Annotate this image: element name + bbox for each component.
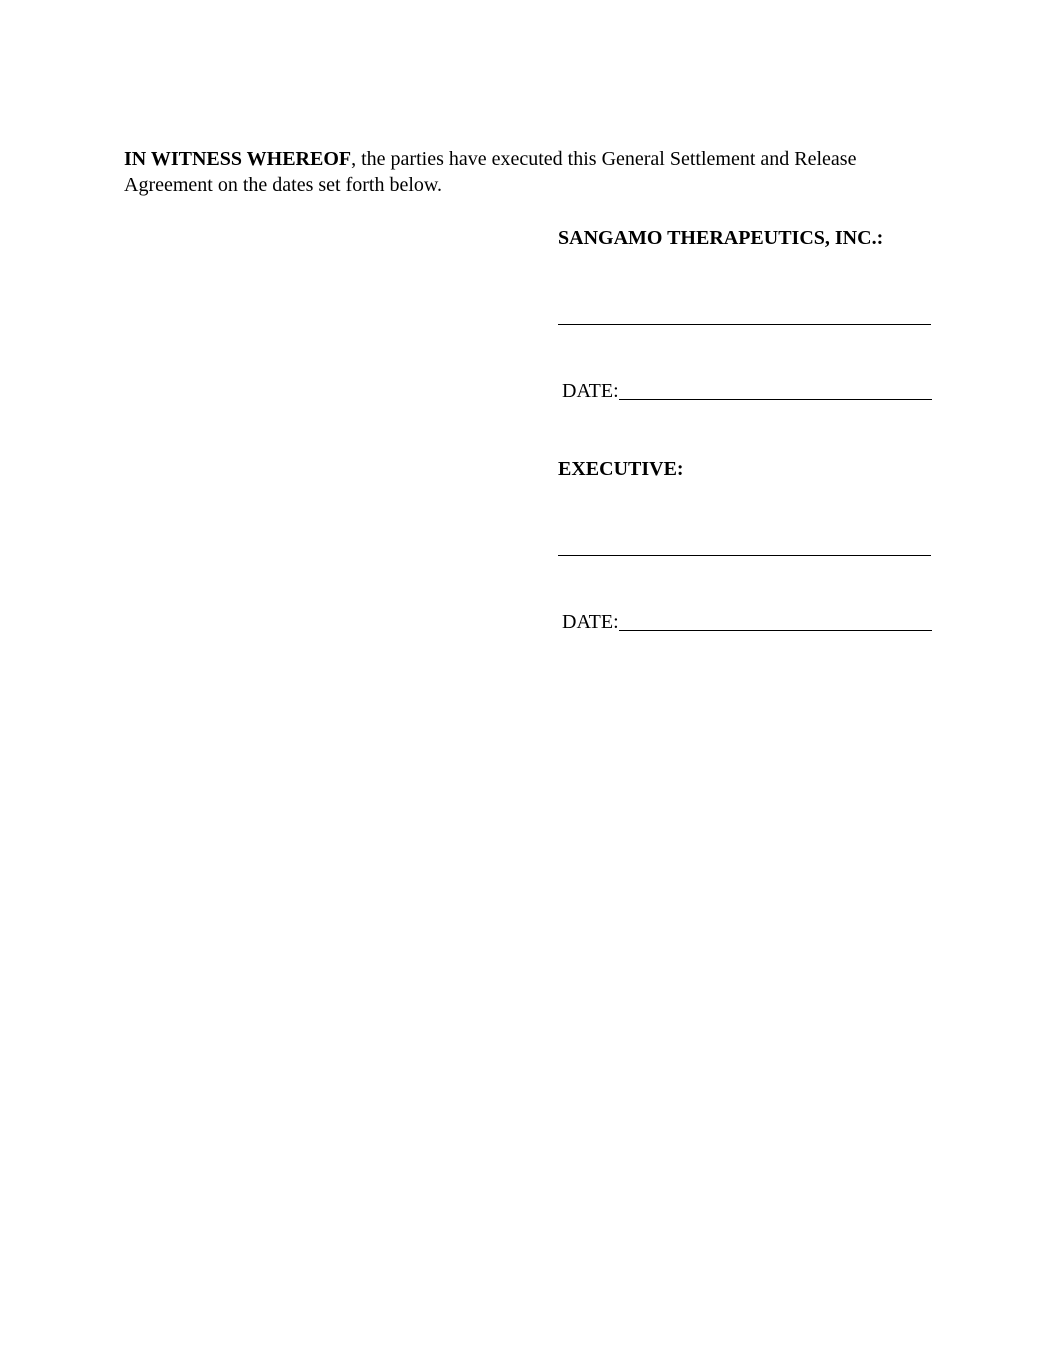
company-date-label: DATE:	[562, 380, 619, 402]
executive-signatory-heading: EXECUTIVE:	[558, 458, 684, 480]
executive-date-line[interactable]	[619, 630, 932, 631]
company-date-line[interactable]	[619, 399, 932, 400]
executive-date-row	[562, 609, 932, 635]
company-signature-line[interactable]	[558, 324, 931, 325]
executive-date-label: DATE:	[562, 611, 619, 633]
company-signatory-heading: SANGAMO THERAPEUTICS, INC.:	[558, 227, 884, 249]
executive-signature-line[interactable]	[558, 555, 931, 556]
witness-text: , the parties have executed this General Settlement and Release Agreement on the dates set forth below.	[124, 148, 857, 196]
company-date-row	[562, 378, 932, 404]
witness-lead: IN WITNESS WHEREOF	[124, 148, 352, 170]
witness-paragraph	[124, 146, 924, 198]
